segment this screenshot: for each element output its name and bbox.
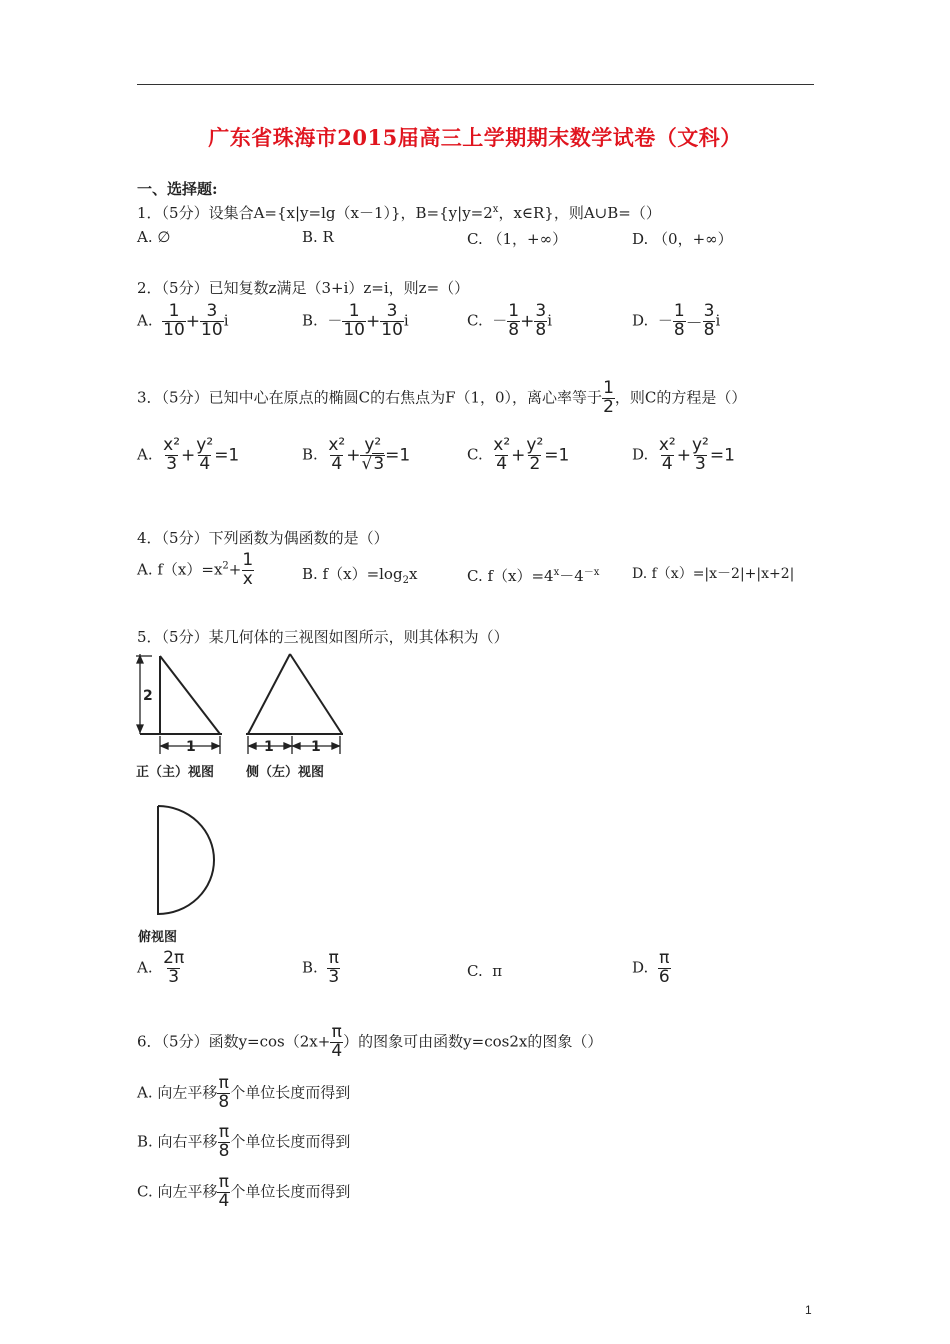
side-view-label: 侧（左）视图 xyxy=(246,765,325,780)
fraction: $\frac{\pi}{4}$ xyxy=(218,1172,230,1211)
question-3-stem: 3．（5分）已知中心在原点的椭圆C的右焦点为F（1，0），离心率等于 $\frac{1}{2}$ ，则C的方程是（） xyxy=(137,378,747,417)
q4-option-d: D. f（x）=|x－2|+|x+2| xyxy=(632,566,795,582)
top-view-label: 俯视图 xyxy=(138,930,178,945)
question-5-stem: 5．（5分）某几何体的三视图如图所示，则其体积为（） xyxy=(137,628,509,646)
fraction: $\frac{1}{10}$ xyxy=(163,301,185,340)
q5-option-d: D. $\frac{\pi}{6}$ xyxy=(632,948,670,987)
fraction: $\frac{3}{8}$ xyxy=(535,301,547,340)
fraction: $\frac{\pi}{8}$ xyxy=(218,1122,230,1161)
q2-option-d: D. － $\frac{1}{8}$ － $\frac{3}{8}$ i xyxy=(632,301,721,340)
fraction: $\frac{1}{8}$ xyxy=(508,301,520,340)
fraction: $\frac{\text{y²}}{3}$ xyxy=(691,435,709,474)
section-heading: 一、选择题: xyxy=(137,180,218,198)
fraction: $\frac{1}{8}$ xyxy=(673,301,685,340)
q2-option-c: C. － $\frac{1}{8}$ + $\frac{3}{8}$ i xyxy=(467,301,552,340)
fraction: $\frac{\text{y²}}{4}$ xyxy=(196,435,214,474)
fraction: $\frac{\pi}{3}$ xyxy=(328,948,340,987)
q2-option-a: A. $\frac{1}{10}$ + $\frac{3}{10}$ i xyxy=(137,301,229,340)
question-4-stem: 4．（5分）下列函数为偶函数的是（） xyxy=(137,529,389,547)
q3-option-d: D. $\frac{\text{x²}}{4}$ + $\frac{\text{y²}}{3}$ =1 xyxy=(632,435,735,474)
q4-option-c: C. $f(x)=4^x-4^{-x}$ xyxy=(467,567,600,585)
side-view-triangle xyxy=(246,654,343,734)
dim-front-width-label: 1 xyxy=(186,739,196,755)
fraction: $\frac{\text{y²}}{√3}$ xyxy=(361,435,385,474)
q3-option-c: C. $\frac{\text{x²}}{4}$ + $\frac{\text{y²}}{2}$ =1 xyxy=(467,435,570,474)
fraction: $\frac{\pi}{8}$ xyxy=(218,1073,230,1112)
header-rule xyxy=(137,84,814,85)
q4-option-b: B. $f(x)=\log_2x$ xyxy=(302,565,418,586)
fraction: $\frac{\pi}{6}$ xyxy=(658,948,670,987)
question-6-stem: 6．（5分）函数y=cos（2x+ $\frac{\pi}{4}$ ）的图象可由函数y=cos2x的图象（） xyxy=(137,1022,603,1061)
q6-option-b: B. 向右平移 $\frac{\pi}{8}$ 个单位长度而得到 xyxy=(137,1122,351,1161)
fraction: $\frac{\text{x²}}{3}$ xyxy=(163,435,181,474)
q1-option-b: B. R xyxy=(302,228,334,246)
fraction: $\frac{\pi}{4}$ xyxy=(331,1022,343,1061)
three-view-figure xyxy=(130,650,350,955)
q6-option-c: C. 向左平移 $\frac{\pi}{4}$ 个单位长度而得到 xyxy=(137,1172,351,1211)
fraction: $\frac{\text{y²}}{2}$ xyxy=(526,435,544,474)
top-view-semicircle xyxy=(158,806,214,914)
q2-option-b: B. － $\frac{1}{10}$ + $\frac{3}{10}$ i xyxy=(302,301,409,340)
fraction: $\frac{1}{x}$ xyxy=(242,550,254,589)
q3-option-b: B. $\frac{\text{x²}}{4}$ + $\frac{\text{y²}}{√3}$ =1 xyxy=(302,435,411,474)
fraction: $\frac{2\pi}{3}$ xyxy=(163,948,185,987)
dim-side-right-label: 1 xyxy=(311,739,321,755)
fraction: $\frac{1}{10}$ xyxy=(343,301,365,340)
q5-option-a: A. $\frac{2\pi}{3}$ xyxy=(137,948,185,987)
q5-option-b: B. $\frac{\pi}{3}$ xyxy=(302,948,340,987)
fraction: $\frac{3}{10}$ xyxy=(381,301,403,340)
page-number: 1 xyxy=(805,1303,812,1317)
q1-option-d: D. （0，+∞） xyxy=(632,230,733,248)
q3-option-a: A. $\frac{\text{x²}}{3}$ + $\frac{\text{y²}}{4}$ =1 xyxy=(137,435,240,474)
question-2-stem: 2．（5分）已知复数z满足（3+i）z=i，则z=（） xyxy=(137,279,470,297)
dim-side-left-label: 1 xyxy=(264,739,274,755)
front-view-label: 正（主）视图 xyxy=(136,765,215,780)
q1-option-a: A. ∅ xyxy=(137,228,171,246)
q1-option-c: C. （1，+∞） xyxy=(467,230,568,248)
q4-option-a: A. $f(x)=x^2+$ $\frac{1}{x}$ xyxy=(137,550,254,589)
fraction: $\frac{\text{x²}}{4}$ xyxy=(328,435,346,474)
fraction: $\frac{3}{8}$ xyxy=(703,301,715,340)
dim-height-label: 2 xyxy=(143,688,153,704)
q5-option-c: C. π xyxy=(467,962,503,980)
sqrt-sign: √ xyxy=(361,453,373,474)
fraction: $\frac{\text{x²}}{4}$ xyxy=(493,435,511,474)
page-title: 广东省珠海市2015届高三上学期期末数学试卷（文科） xyxy=(208,125,742,150)
fraction: $\frac{1}{2}$ xyxy=(603,378,614,417)
fraction: $\frac{\text{x²}}{4}$ xyxy=(658,435,676,474)
side-width-dimension xyxy=(248,736,340,754)
fraction: $\frac{3}{10}$ xyxy=(201,301,223,340)
question-1-stem: 1．（5分）设集合A={x|y=lg（x－1）}，$B=\{y|y=2^x$，x∈R}，则A∪B=（） xyxy=(137,204,661,222)
q6-option-a: A. 向左平移 $\frac{\pi}{8}$ 个单位长度而得到 xyxy=(137,1073,351,1112)
